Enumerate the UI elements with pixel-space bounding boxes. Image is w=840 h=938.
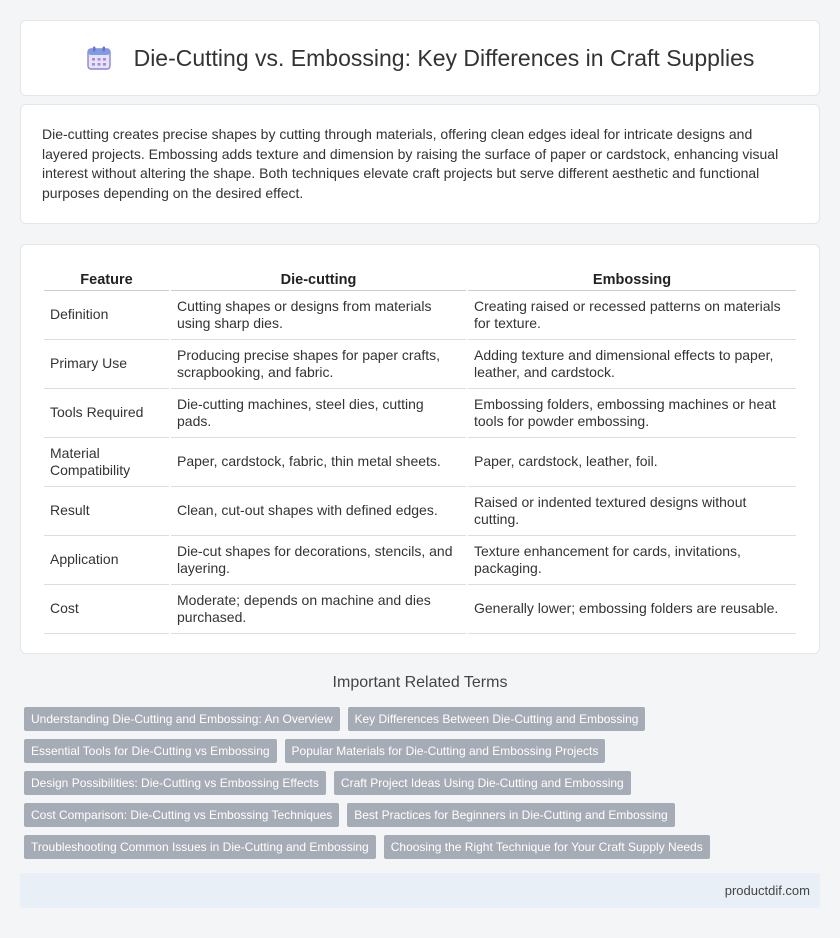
die-cutting-cell: Paper, cardstock, fabric, thin metal sheets. bbox=[171, 438, 466, 487]
comparison-table-card bbox=[20, 244, 820, 654]
die-cutting-cell: Clean, cut-out shapes with defined edges. bbox=[171, 487, 466, 536]
die-cutting-cell: Moderate; depends on machine and dies purchased. bbox=[171, 585, 466, 634]
die-cutting-cell: Cutting shapes or designs from materials using sharp dies. bbox=[171, 291, 466, 340]
related-term-link[interactable]: Popular Materials for Die-Cutting and Embossing Projects bbox=[285, 739, 606, 763]
related-term-link[interactable]: Troubleshooting Common Issues in Die-Cutting and Embossing bbox=[24, 835, 376, 859]
page-header bbox=[20, 20, 820, 96]
die-cutting-cell: Die-cut shapes for decorations, stencils, and layering. bbox=[171, 536, 466, 585]
table-row bbox=[44, 291, 796, 340]
related-term-link[interactable]: Craft Project Ideas Using Die-Cutting and Embossing bbox=[334, 771, 631, 795]
feature-cell: Application bbox=[44, 536, 169, 585]
table-header-row bbox=[44, 265, 796, 291]
header-die-cutting: Die-cutting bbox=[171, 265, 466, 291]
related-terms-title: Important Related Terms bbox=[332, 674, 508, 691]
footer-site-link[interactable]: productdif.com bbox=[724, 883, 810, 898]
related-term-link[interactable]: Understanding Die-Cutting and Embossing: An Overview bbox=[24, 707, 340, 731]
calendar-icon bbox=[86, 45, 112, 71]
related-term-link[interactable]: Best Practices for Beginners in Die-Cutting and Embossing bbox=[347, 803, 674, 827]
embossing-cell: Raised or indented textured designs without cutting. bbox=[468, 487, 796, 536]
related-term-link[interactable]: Choosing the Right Technique for Your Craft Supply Needs bbox=[384, 835, 710, 859]
embossing-cell: Creating raised or recessed patterns on materials for texture. bbox=[468, 291, 796, 340]
tag-row bbox=[24, 803, 814, 827]
header-feature: Feature bbox=[44, 265, 169, 291]
feature-cell: Definition bbox=[44, 291, 169, 340]
related-term-link[interactable]: Design Possibilities: Die-Cutting vs Embossing Effects bbox=[24, 771, 326, 795]
feature-cell: Result bbox=[44, 487, 169, 536]
embossing-cell: Paper, cardstock, leather, foil. bbox=[468, 438, 796, 487]
table-row bbox=[44, 340, 796, 389]
table-row bbox=[44, 438, 796, 487]
embossing-cell: Generally lower; embossing folders are reusable. bbox=[468, 585, 796, 634]
table-row bbox=[44, 389, 796, 438]
table-row bbox=[44, 585, 796, 634]
page-title: Die-Cutting vs. Embossing: Key Differences in Craft Supplies bbox=[133, 44, 755, 71]
die-cutting-cell: Producing precise shapes for paper crafts, scrapbooking, and fabric. bbox=[171, 340, 466, 389]
related-term-link[interactable]: Key Differences Between Die-Cutting and Embossing bbox=[348, 707, 646, 731]
footer bbox=[20, 873, 820, 908]
embossing-cell: Texture enhancement for cards, invitations, packaging. bbox=[468, 536, 796, 585]
related-term-link[interactable]: Cost Comparison: Die-Cutting vs Embossing Techniques bbox=[24, 803, 339, 827]
feature-cell: Tools Required bbox=[44, 389, 169, 438]
related-term-link[interactable]: Essential Tools for Die-Cutting vs Embossing bbox=[24, 739, 277, 763]
header-embossing: Embossing bbox=[468, 265, 796, 291]
feature-cell: Cost bbox=[44, 585, 169, 634]
table-row bbox=[44, 536, 796, 585]
die-cutting-cell: Die-cutting machines, steel dies, cutting pads. bbox=[171, 389, 466, 438]
feature-cell: Material Compatibility bbox=[44, 438, 169, 487]
tag-row bbox=[24, 835, 814, 859]
related-terms-list bbox=[24, 707, 814, 867]
tag-row bbox=[24, 707, 814, 731]
tag-row bbox=[24, 739, 814, 763]
tag-row bbox=[24, 771, 814, 795]
embossing-cell: Embossing folders, embossing machines or heat tools for powder embossing. bbox=[468, 389, 796, 438]
comparison-table bbox=[42, 265, 798, 634]
embossing-cell: Adding texture and dimensional effects to paper, leather, and cardstock. bbox=[468, 340, 796, 389]
intro-paragraph: Die-cutting creates precise shapes by cutting through materials, offering clean edges ideal for intricate designs and layered projects. Embossing adds texture and dimension by raising the surface of paper or cardstock, enhancing visual interest without altering the shape. Both techniques elevate craft projects but serve different aesthetic and functional purposes depending on the desired effect. bbox=[20, 104, 820, 224]
table-row bbox=[44, 487, 796, 536]
feature-cell: Primary Use bbox=[44, 340, 169, 389]
